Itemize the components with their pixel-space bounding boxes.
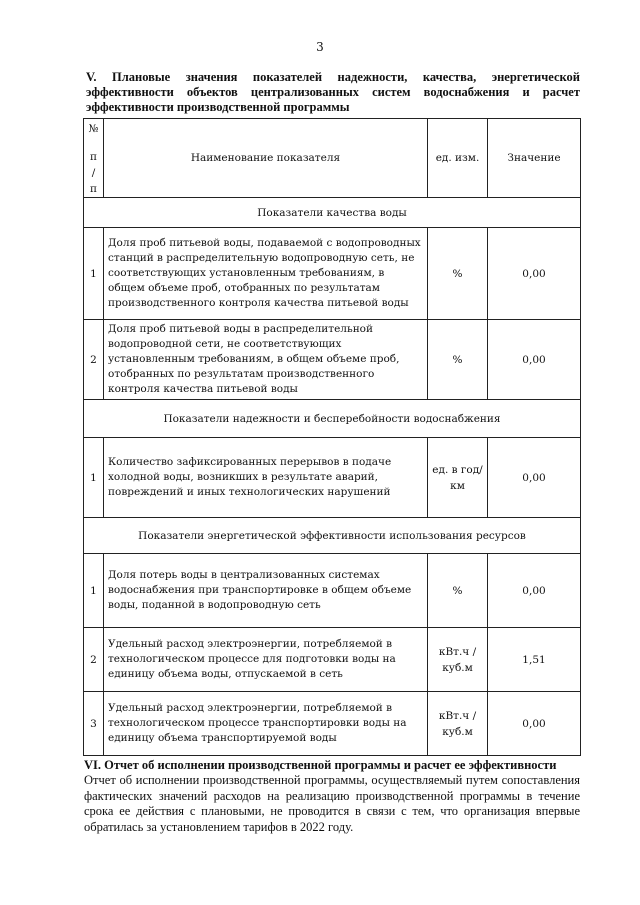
group-title: Показатели надежности и бесперебойности водоснабжения [84, 400, 581, 438]
group-title: Показатели энергетической эффективности использования ресурсов [84, 518, 581, 554]
group-row-energy [84, 518, 581, 554]
row-unit: % [428, 320, 488, 400]
header-value: Значение [488, 119, 581, 198]
row-num: 1 [84, 228, 104, 320]
row-name: Доля проб питьевой воды в распределительной водопроводной сети, не соответствующих установленным требованиям, в общем объеме проб, отобранных по результатам производственного контроля качества питьевой воды [104, 320, 428, 400]
row-unit: ед. в год/ км [428, 438, 488, 518]
table-row [84, 320, 581, 400]
table-row [84, 554, 581, 628]
indicators-table [83, 118, 581, 756]
header-unit: ед. изм. [428, 119, 488, 198]
page-number: 3 [316, 40, 324, 54]
row-num: 2 [84, 320, 104, 400]
row-name: Удельный расход электроэнергии, потребляемой в технологическом процессе для подготовки воды на единицу объема воды, отпускаемой в сеть [104, 628, 428, 692]
group-row-reliability [84, 400, 581, 438]
row-name: Удельный расход электроэнергии, потребляемой в технологическом процессе транспортировки воды на единицу объема транспортируемой воды [104, 692, 428, 756]
row-name: Количество зафиксированных перерывов в подаче холодной воды, возникших в результате аварий, повреждений и иных технологических нарушений [104, 438, 428, 518]
table-row [84, 228, 581, 320]
row-value: 1,51 [488, 628, 581, 692]
section-6-body: Отчет об исполнении производственной программы, осуществляемый путем сопоставления фактических значений расходов на реализацию производственной программы в течение срока ее действия с плановыми, не проводится в связи с тем, что организация впервые обратилась за установлением тарифов в 2022 году. [84, 773, 580, 834]
header-num-line: / [91, 167, 96, 179]
table-row [84, 692, 581, 756]
section-5-title: V. Плановые значения показателей надежности, качества, энергетической эффективности объектов централизованных систем водоснабжения и расчет эффективности производственной программы [86, 70, 580, 114]
row-name: Доля проб питьевой воды, подаваемой с водопроводных станций в распределительную водопроводную сеть, не соответствующих установленным требованиям, в общем объеме проб, отобранных по результатам производственного контроля качества питьевой воды [104, 228, 428, 320]
header-name: Наименование показателя [104, 119, 428, 198]
row-name: Доля потерь воды в централизованных системах водоснабжения при транспортировке в общем объеме воды, поданной в водопроводную сеть [104, 554, 428, 628]
row-num: 1 [84, 438, 104, 518]
row-value: 0,00 [488, 554, 581, 628]
group-title: Показатели качества воды [84, 198, 581, 228]
row-num: 3 [84, 692, 104, 756]
row-value: 0,00 [488, 438, 581, 518]
row-unit: % [428, 554, 488, 628]
header-num-line: № [88, 123, 99, 135]
table-header-row [84, 119, 581, 198]
row-num: 2 [84, 628, 104, 692]
row-value: 0,00 [488, 320, 581, 400]
header-num-line: п [90, 183, 97, 195]
row-value: 0,00 [488, 228, 581, 320]
row-unit: % [428, 228, 488, 320]
row-unit: кВт.ч / куб.м [428, 628, 488, 692]
header-num [84, 119, 104, 198]
row-num: 1 [84, 554, 104, 628]
table-row [84, 438, 581, 518]
table-row [84, 628, 581, 692]
section-6-title: VI. Отчет об исполнении производственной программы и расчет ее эффективности [84, 758, 557, 772]
row-unit: кВт.ч / куб.м [428, 692, 488, 756]
group-row-quality [84, 198, 581, 228]
header-num-line: п [90, 151, 97, 163]
row-value: 0,00 [488, 692, 581, 756]
